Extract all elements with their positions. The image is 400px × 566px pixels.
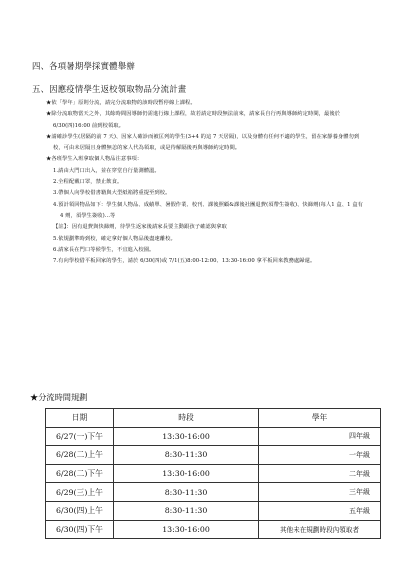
- cell-grade: 其他未在規劃時段內領取者: [259, 520, 381, 539]
- cell-date: 6/28(二)上午: [46, 446, 114, 465]
- cell-grade: 五年級: [259, 501, 381, 520]
- cell-time: 13:30-16:00: [114, 464, 259, 483]
- bullet-notice-heading: ★各班學生入班拿取個人物品注意事項：: [46, 156, 143, 163]
- cell-time: 8:30-11:30: [114, 501, 259, 520]
- column-header-time: 時段: [114, 409, 259, 428]
- table-row: [46, 427, 381, 446]
- list-note: 【註】：因有退費與快篩劑，待學生返家後請家長要主動跟孩子確認與拿取: [53, 224, 227, 231]
- schedule-table: [45, 408, 381, 539]
- cell-grade: 四年級: [259, 427, 381, 446]
- cell-grade: 二年級: [259, 464, 381, 483]
- cell-date: 6/27(一)下午: [46, 427, 114, 446]
- list-item: 3.帶個人向學校借書籍與大型紙箱將重提至到校。: [53, 190, 171, 197]
- cell-date: 6/30(四)上午: [46, 501, 114, 520]
- column-header-grade: 學年: [259, 409, 381, 428]
- cell-grade: 三年級: [259, 483, 381, 502]
- bullet-quarantine: ★請確診學生(居隔的前 7 天)、因家人確診而被匡列的學生(3+4 的這 7 天居隔)，以及身體有任何不適的學生，留在家靜養身體勿到校，可由未居隔且身體無恙的家人代為領取，或是待解隔後再與導師約定時間。: [46, 133, 360, 152]
- table-row: [46, 483, 381, 502]
- table-row: [46, 501, 381, 520]
- list-item: 2.全程配戴口罩，禁止飲食。: [53, 179, 123, 186]
- table-row: [46, 520, 381, 539]
- schedule-title: ★分流時間規劃: [30, 392, 88, 402]
- bullet-grade-principle: ★依「學年」原則分流，請完分流取物的該時段暫停線上課程。: [46, 100, 196, 106]
- section-5-body: [46, 98, 366, 267]
- table-row: [46, 446, 381, 465]
- list-item: 7.有向學校借平板回家的學生，請於 6/30(四)或 7/1(五)8:00-12:00、13:30-16:00 拿平板回來教務處歸還。: [53, 258, 316, 265]
- list-item: 4.預計領回物品如下：學生個人物品、成績單、暑假作業、校刊、課後照顧&課後社團退費(須帶生簽收)、快篩劑(每人1 盒、1 盒有 4 劑，須學生簽收)…等: [53, 201, 363, 219]
- section-5-heading: 五、因應疫情學生返校領取物品分流計畫: [32, 84, 187, 94]
- cell-time: 8:30-11:30: [114, 483, 259, 502]
- bullet-other-days: ★除分流取物當天之外，其餘時間因導師仍需進行線上課程，故若請定時段無法前來，請家長自行再與導師約定時間，最後於 6/30(四)16:00 前到校領取。: [46, 111, 341, 129]
- cell-time: 13:30-16:00: [114, 520, 259, 539]
- list-item: 6.請家長在門口等候學生，不宜進入校園。: [53, 246, 155, 253]
- list-item: 5.依規劃準時到校，確定拿好個人物品後盡速離校。: [53, 235, 176, 242]
- cell-time: 8:30-11:30: [114, 446, 259, 465]
- cell-grade: 一年級: [259, 446, 381, 465]
- cell-date: 6/29(三)上午: [46, 483, 114, 502]
- table-header-row: [46, 409, 381, 428]
- column-header-date: 日期: [46, 409, 114, 428]
- section-4-heading: 四、各項暑期學採實體舉辦: [32, 61, 135, 71]
- list-item: 1.請由大門口出入，並在穿堂自行量測體溫。: [53, 167, 160, 174]
- cell-date: 6/28(二)下午: [46, 464, 114, 483]
- cell-date: 6/30(四)下午: [46, 520, 114, 539]
- table-row: [46, 464, 381, 483]
- cell-time: 13:30-16:00: [114, 427, 259, 446]
